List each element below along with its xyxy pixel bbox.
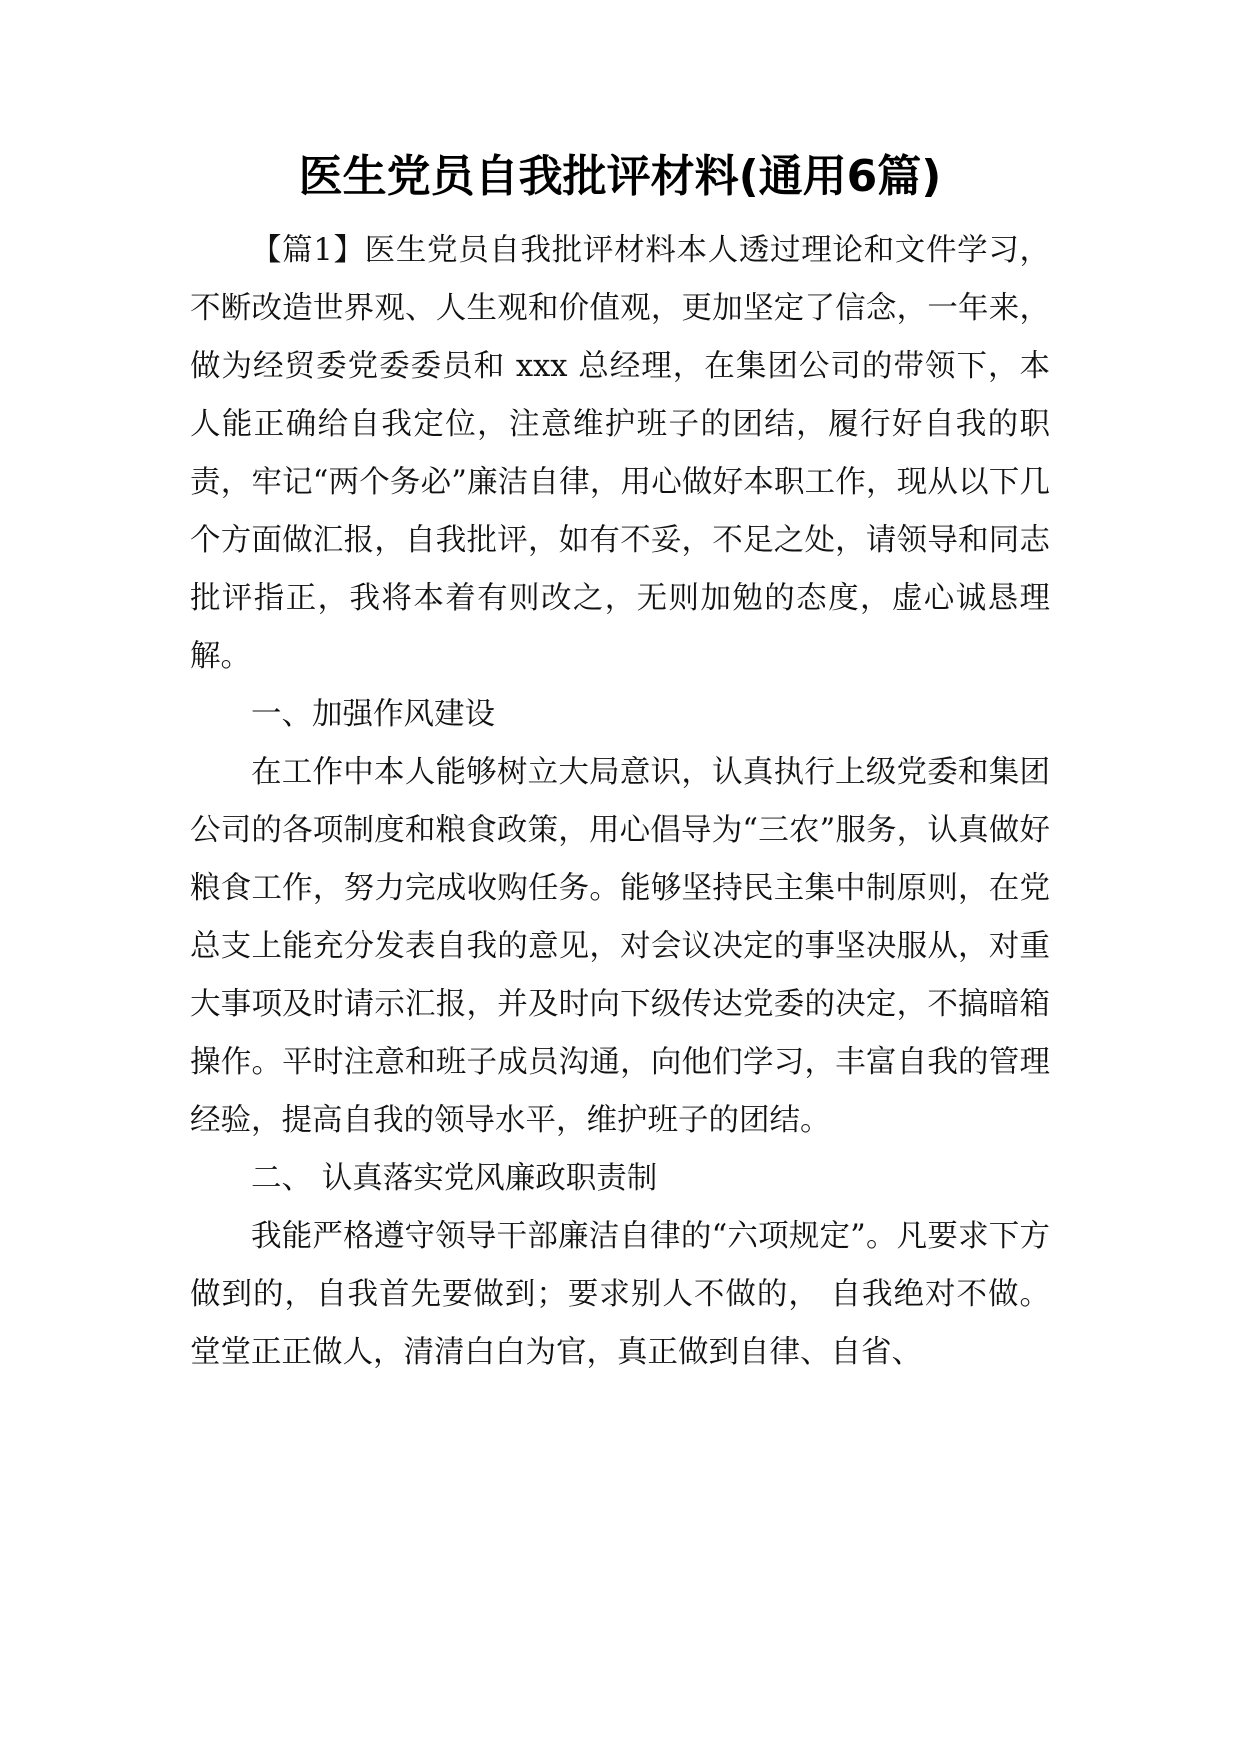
section-heading-2: 二、 认真落实党风廉政职责制 [251, 1161, 658, 1196]
document-title: 医生党员自我批评材料(通用6篇) [298, 151, 942, 202]
paragraph-section-1: 在工作中本人能够树立大局意识，认真执行上级党委和集团公司的各项制度和粮食政策，用心倡导为“三农”服务，认真做好粮食工作，努力完成收购任务。能够坚持民主集中制原则，在党总支上能充分发表自我的意见，对会议决定的事坚决服从，对重大事项及时请示汇报，并及时向下级传达党委的决定，不搞暗箱操作。平时注意和班子成员沟通，向他们学习，丰富自我的管理经验，提高自我的领导水平，维护班子的团结。 [190, 755, 1050, 1138]
section-heading-1: 一、加强作风建设 [251, 697, 495, 732]
paragraph-section-2: 我能严格遵守领导干部廉洁自律的“六项规定”。凡要求下方做到的，自我首先要做到；要求别人不做的， 自我绝对不做。堂堂正正做人，清清白白为官，真正做到自律、自省、 [190, 1219, 1050, 1370]
paragraph-intro: 【篇1】医生党员自我批评材料本人透过理论和文件学习，不断改造世界观、人生观和价值观，更加坚定了信念，一年来，做为经贸委党委委员和 xxx 总经理，在集团公司的带领下，本人能正确给自我定位，注意维护班子的团结，履行好自我的职责，牢记“两个务必”廉洁自律，用心做好本职工作，现从以下几个方面做汇报，自我批评，如有不妥，不足之处，请领导和同志批评指正，我将本着有则改之，无则加勉的态度，虚心诚恳理解。 [190, 233, 1050, 674]
document-body [190, 222, 1050, 1382]
